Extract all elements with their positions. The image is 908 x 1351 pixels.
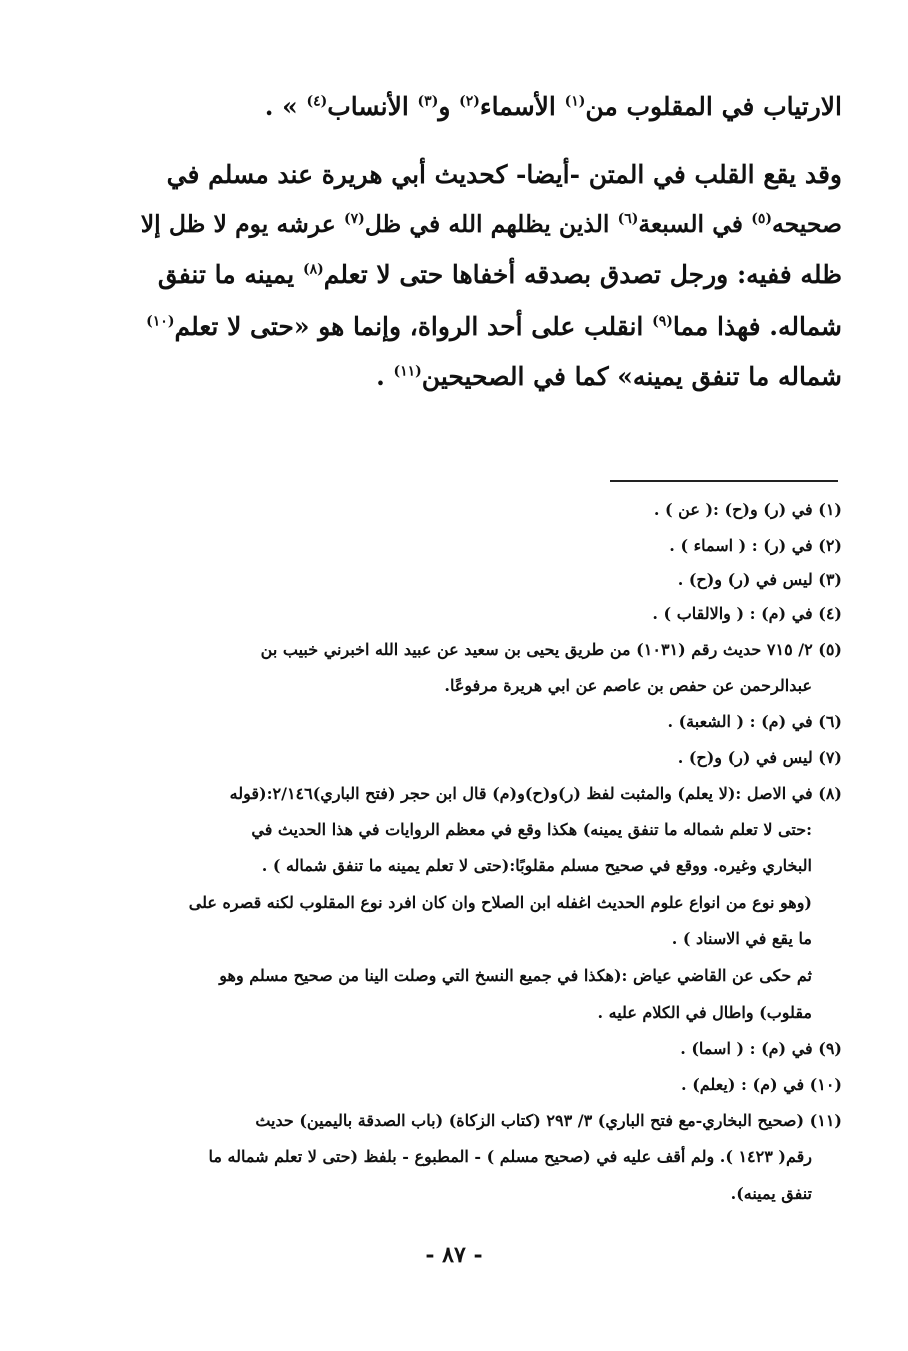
footnote-8-line-2: :حتى لا تعلم شماله ما تنفق يمينه) هكذا وقع في معظم الروايات في هذا الحديث في — [251, 820, 812, 839]
main-line-6: شماله ما تنفق يمينه» كما في الصحيحين$^{(١١)}$ . — [376, 362, 842, 391]
footnote-5-line-2: عبدالرحمن عن حفص بن عاصم عن ابي هريرة مرفوعًا. — [444, 676, 812, 695]
page-number: - ٨٧ - — [425, 1242, 483, 1268]
footnote-9: (٩) في (م) : ( اسما) . — [680, 1039, 842, 1058]
footnote-8-line-5: ما يقع في الاسناد ) . — [671, 929, 812, 948]
footnote-6: (٦) في (م) : ( الشعبة) . — [667, 712, 842, 731]
footnote-8-line-1: (٨) في الاصل :(لا يعلم) والمثبت لفظ (ر)و(ح)و(م) قال ابن حجر (فتح الباري)٢/١٤٦:(قوله — [229, 784, 842, 803]
footnote-3: (٣) ليس في (ر) و(ح) . — [677, 570, 842, 589]
footnote-8-line-3: البخاري وغيره. ووقع في صحيح مسلم مقلوبًا:(حتى لا تعلم يمينه ما تنفق شماله ) . — [261, 856, 812, 875]
footnote-8-line-6: ثم حكى عن القاضي عياض :(هكذا في جميع النسخ التي وصلت الينا من صحيح مسلم وهو — [219, 966, 812, 985]
main-line-4: ظله ففيه: ورجل تصدق بصدقه أخفاها حتى لا تعلم$^{(٨)}$ يمينه ما تنفق — [157, 260, 842, 289]
footnote-1: (١) في (ر) و(ح) :( عن ) . — [653, 500, 842, 519]
footnote-2: (٢) في (ر) : ( اسماء ) . — [669, 536, 842, 555]
main-line-2: وقد يقع القلب في المتن -أيضا- كحديث أبي هريرة عند مسلم في — [166, 160, 842, 189]
footnote-11-line-1: (١١) (صحيح البخاري-مع فتح الباري) ٣/ ٢٩٣ (كتاب الزكاة) (باب الصدقة باليمين) حديث — [255, 1111, 842, 1130]
footnote-4: (٤) في (م) : ( والالقاب ) . — [652, 604, 842, 623]
footnote-10: (١٠) في (م) : (يعلم) . — [681, 1075, 842, 1094]
footnote-11-line-2: رقم( ١٤٢٣ ). ولم أقف عليه في (صحيح مسلم ) - المطبوع - بلفظ (حتى لا تعلم شماله ما — [208, 1147, 812, 1166]
main-line-3: صحيحه$^{(٥)}$ في السبعة$^{(٦)}$ الذين يظلهم الله في ظل$^{(٧)}$ عرشه يوم لا ظل إلا — [140, 210, 842, 238]
footnote-5-line-1: (٥) ٢/ ٧١٥ حديث رقم (١٠٣١) من طريق يحيى بن سعيد عن عبيد الله اخبرني خبيب بن — [260, 640, 842, 659]
footnote-separator — [610, 480, 838, 482]
main-line-5: شماله. فهذا مما$^{(٩)}$ انقلب على أحد الرواة، وإنما هو «حتى لا تعلم$^{(١٠)}$ — [146, 312, 842, 341]
footnote-7: (٧) ليس في (ر) و(ح) . — [677, 748, 842, 767]
footnote-8-line-7: مقلوب) واطال في الكلام عليه . — [597, 1003, 812, 1022]
footnote-11-line-3: تنفق يمينه). — [730, 1184, 812, 1203]
main-line-1: الارتياب في المقلوب من$^{(١)}$ الأسماء$^{(٢)}$ و$^{(٣)}$ الأنساب$^{(٤)}$ » . — [264, 92, 842, 121]
footnote-8-line-4: (وهو نوع من انواع علوم الحديث اغفله ابن الصلاح وان كان افرد نوع المقلوب لكنه قصره على — [188, 893, 812, 912]
